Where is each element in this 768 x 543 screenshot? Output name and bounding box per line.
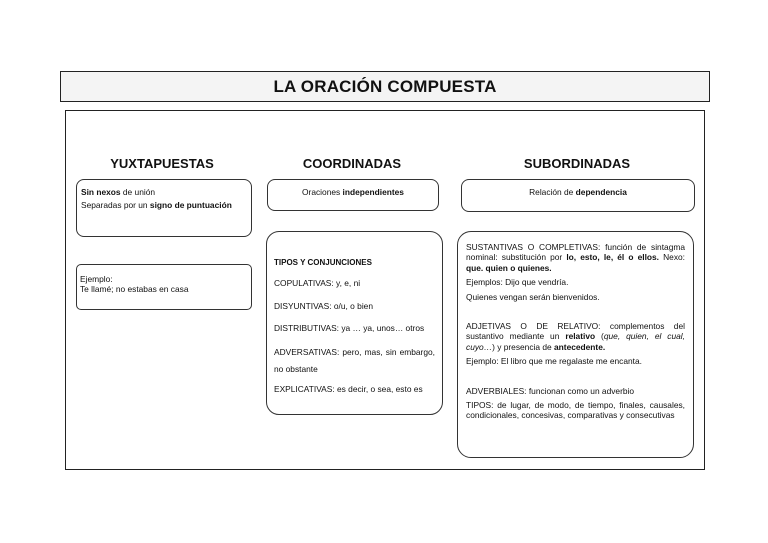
independientes-text: independientes — [342, 187, 404, 197]
yuxtapuestas-definition-card — [76, 179, 252, 237]
copulativas-text: COPULATIVAS: y, e, ni — [274, 278, 361, 289]
sustantivas-desc: SUSTANTIVAS O COMPLETIVAS: función de sintagma nominal: substitución por — [466, 242, 685, 263]
example-sentence: Te llamé; no estabas en casa — [80, 284, 189, 295]
relativos-list: que, quien, el cual, cuyo… — [466, 331, 685, 352]
sustantivas-example-1: Ejemplos: Dijo que vendría. — [466, 277, 569, 288]
adjetivas-text — [466, 321, 685, 352]
paren-open: ( — [595, 331, 604, 342]
antecedente-text: antecedente. — [554, 341, 606, 352]
heading-subordinadas: SUBORDINADAS — [523, 156, 631, 171]
dependencia-text: dependencia — [575, 187, 627, 197]
sustantivas-nexos: que. quien o quienes. — [466, 262, 552, 273]
coordinadas-definition-card — [267, 179, 439, 211]
de-union-text: de unión — [120, 187, 156, 197]
sustantivas-pronouns: lo, esto, le, él o ellos. — [566, 252, 659, 263]
yuxtapuestas-line-2 — [81, 200, 247, 210]
adverbiales-text: ADVERBIALES: funcionan como un adverbio — [466, 385, 635, 396]
distributivas-text: DISTRIBUTIVAS: ya … ya, unos… otros — [274, 323, 425, 334]
adjetivas-example: Ejemplo: El libro que me regalaste me encanta. — [466, 356, 642, 367]
subordinadas-types-card — [457, 231, 694, 458]
sustantivas-text — [466, 242, 685, 273]
page-title — [60, 71, 710, 102]
adjetivas-desc: ADJETIVAS O DE RELATIVO: complementos del sustantivo mediante un — [466, 321, 685, 342]
yuxtapuestas-line-1 — [81, 187, 247, 197]
coordinadas-types-card — [266, 231, 443, 415]
oraciones-text: Oraciones — [302, 187, 343, 197]
relacion-text: Relación de — [529, 187, 576, 197]
adversativas-text: ADVERSATIVAS: pero, mas, sin embargo, no obstante — [274, 346, 435, 374]
yuxtapuestas-example-card — [76, 264, 252, 310]
adverbiales-tipos-text: TIPOS: de lugar, de modo, de tiempo, finales, causales, condicionales, concesivas, comparativas y consecutivas — [466, 400, 685, 421]
relativo-text: relativo — [565, 331, 596, 342]
page-title-text: LA ORACIÓN COMPUESTA — [273, 76, 497, 96]
nexo-label: Nexo: — [659, 252, 685, 263]
example-label: Ejemplo: — [80, 274, 113, 284]
tipos-conjunciones-heading: TIPOS Y CONJUNCIONES — [274, 258, 372, 267]
signo-puntuacion-text: signo de puntuación — [149, 200, 232, 211]
sustantivas-example-2: Quienes vengan serán bienvenidos. — [466, 291, 600, 302]
presencia-text: ) y presencia de — [492, 341, 554, 352]
explicativas-text: EXPLICATIVAS: es decir, o sea, esto es — [274, 383, 423, 394]
separadas-text: Separadas por un — [81, 200, 150, 211]
disyuntivas-text: DISYUNTIVAS: o/u, o bien — [274, 300, 373, 311]
heading-yuxtapuestas: YUXTAPUESTAS — [110, 156, 214, 171]
heading-coordinadas: COORDINADAS — [302, 156, 402, 171]
sin-nexos-text: Sin nexos — [81, 187, 121, 197]
subordinadas-definition-card — [461, 179, 695, 212]
